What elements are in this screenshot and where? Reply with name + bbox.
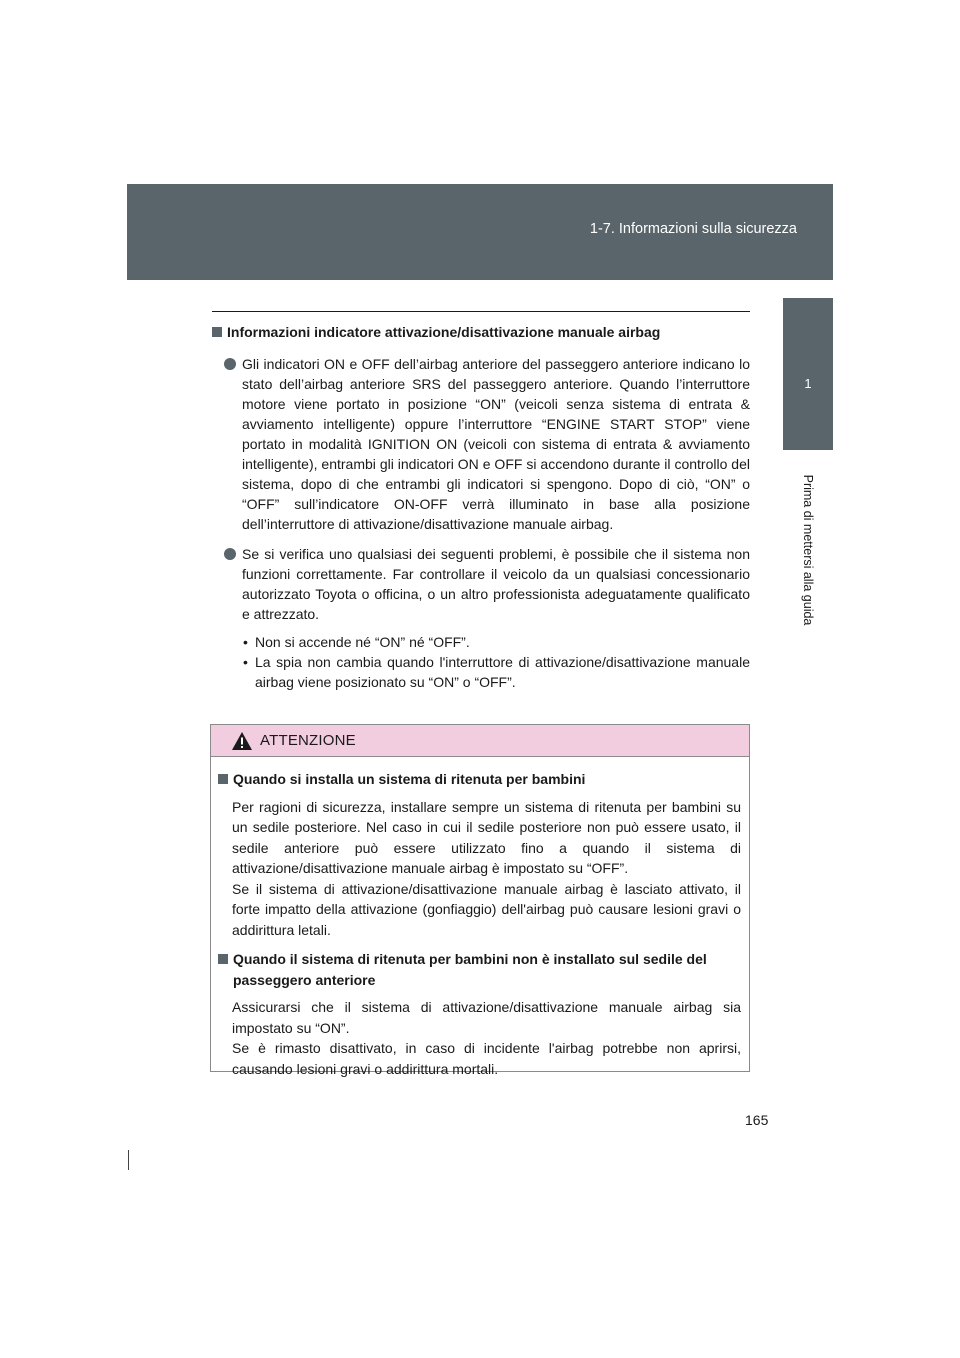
sub-list-item [212, 652, 750, 692]
warning-triangle-icon [231, 731, 253, 751]
chapter-side-label-text: Prima di mettersi alla guida [801, 474, 815, 626]
chapter-header-band [127, 184, 833, 280]
list-item-text: Gli indicatori ON e OFF dell’airbag anteriore del passeggero anteriore indicano lo stato dell’airbag anteriore SRS del passeggero anteriore. Quando l’interruttore motore viene portato in posizione “ON” (veicoli senza sistema di entrata & avviamento intelligente) oppure l’interruttore “ENGINE START STOP” viene portato in modalità IGNITION ON (veicoli con sistema di entrata & avviamento intelligente), entrambi gli indicatori ON e OFF si accendono durante il controllo del sistema, dopo di che entrambi gli indicatori si spengono. Dopo di ciò, “ON” o “OFF” sull’indicatore ON-OFF verrà illuminato in base alla posizione dell’interruttore di attivazione/disattivazione manuale airbag. [242, 356, 750, 532]
dot-marker-icon: • [243, 634, 248, 650]
warning-text: Per ragioni di sicurezza, installare sempre un sistema di ritenuta per bambini su un sedile posteriore. Nel caso in cui il sedile posteriore non può essere usato, il sedile anteriore può essere utilizzato fino a quando il sistema di attivazione/disattivazione manuale airbag è impostato su “OFF”. [232, 798, 741, 876]
chapter-side-label [783, 460, 833, 640]
warning-item-title [218, 769, 741, 790]
warning-item-title [218, 949, 741, 990]
round-bullet-icon [224, 548, 236, 560]
chapter-title: 1-7. Informazioni sulla sicurezza [589, 221, 797, 237]
crop-mark [128, 1150, 129, 1170]
sub-list-item-text: Non si accende né “ON” né “OFF”. [255, 634, 470, 650]
square-bullet-icon [218, 774, 228, 784]
problem-list [212, 632, 750, 692]
warning-paragraph [218, 997, 741, 1079]
chapter-tab [783, 298, 833, 450]
dot-marker-icon: • [243, 654, 248, 670]
list-item [212, 354, 750, 534]
warning-text: Se il sistema di attivazione/disattivazione manuale airbag è lasciato attivato, il forte impatto della attivazione (gonfiaggio) dell'airbag può causare lesioni gravi o addirittura letali. [232, 880, 741, 938]
square-bullet-icon [212, 327, 222, 337]
section-content [212, 322, 750, 692]
warning-text: Assicurarsi che il sistema di attivazione/disattivazione manuale airbag sia impostato su “ON”. [232, 999, 741, 1036]
warning-header [211, 725, 749, 757]
sub-list-item [212, 632, 750, 652]
section-heading-text: Informazioni indicatore attivazione/disattivazione manuale airbag [227, 324, 661, 340]
warning-paragraph [218, 797, 741, 941]
warning-text: Se è rimasto disattivato, in caso di incidente l'airbag potrebbe non aprirsi, causando lesioni gravi o addirittura mortali. [232, 1040, 741, 1077]
list-item [212, 544, 750, 624]
warning-label: ATTENZIONE [260, 732, 356, 749]
page-number: 165 [745, 1112, 769, 1128]
warning-body [211, 757, 749, 1079]
warning-item-title-text: Quando il sistema di ritenuta per bambini non è installato sul sedile del passeggero anteriore [233, 951, 707, 988]
sub-list-item-text: La spia non cambia quando l'interruttore di attivazione/disattivazione manuale airbag viene posizionato su “ON” o “OFF”. [255, 654, 750, 690]
list-item-text: Se si verifica uno qualsiasi dei seguenti problemi, è possibile che il sistema non funzioni correttamente. Far controllare il veicolo da un qualsiasi concessionario autorizzato Toyota o officina, o un altro professionista adeguatamente qualificato e attrezzato. [242, 546, 750, 622]
square-bullet-icon [218, 954, 228, 964]
section-heading [212, 322, 750, 342]
section-divider [212, 311, 750, 312]
round-bullet-icon [224, 358, 236, 370]
warning-box [210, 724, 750, 1077]
chapter-number: 1 [804, 376, 812, 391]
warning-item-title-text: Quando si installa un sistema di ritenuta per bambini [233, 771, 586, 787]
